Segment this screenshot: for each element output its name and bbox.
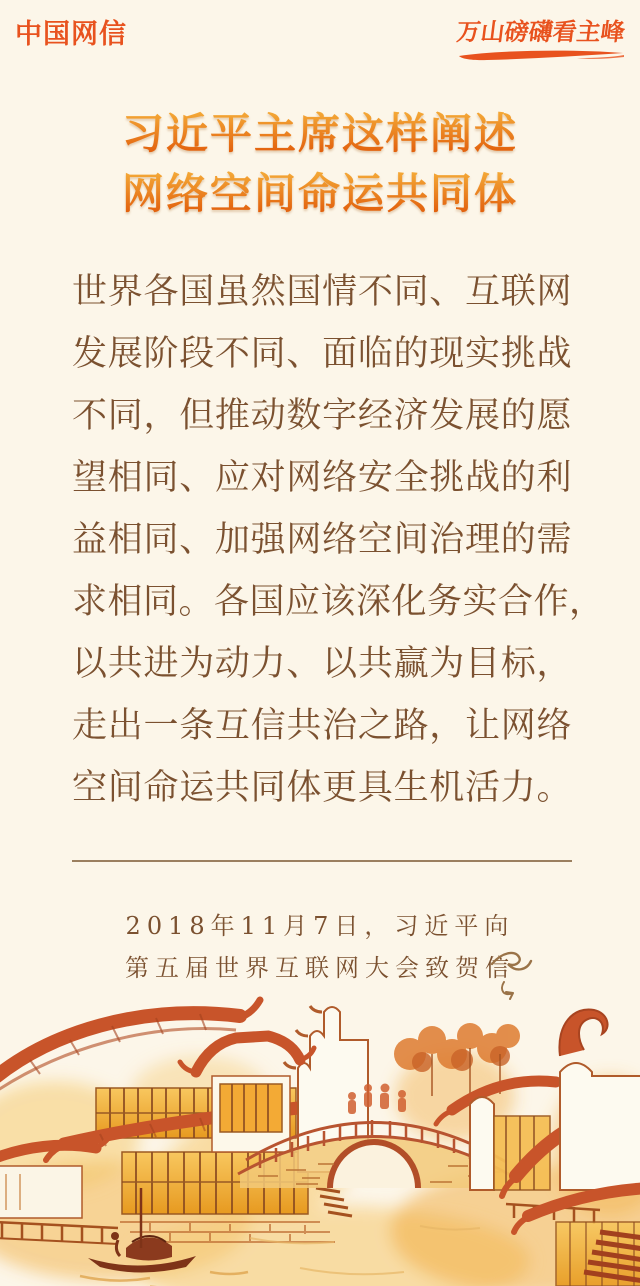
quote-line: 不同，但推动数字经济发展的愿 xyxy=(72,396,572,436)
quote-line: 空间命运共同体更具生机活力。 xyxy=(72,768,572,808)
attribution-line-2: 第五届世界互联网大会致贺信 xyxy=(125,954,515,982)
quote-body xyxy=(72,261,605,819)
quote-line: 发展阶段不同、面临的现实挑战 xyxy=(72,334,572,374)
quote-line: 求相同。各国应该深化务实合作， xyxy=(72,582,605,622)
title-line-2: 网络空间命运共同体 xyxy=(0,164,640,224)
quote-line: 走出一条互信共治之路，让网络 xyxy=(72,706,572,746)
header xyxy=(0,12,640,62)
attribution xyxy=(0,905,640,989)
brand-logo-right xyxy=(454,12,627,62)
brand-slogan: 万山磅礴看主峰 xyxy=(454,18,627,46)
brand-logo-left: 中国网信 xyxy=(15,19,127,50)
watertown-illustration xyxy=(0,976,640,1286)
quote-line: 以共进为动力、以共赢为目标， xyxy=(72,644,572,684)
divider-line xyxy=(72,860,572,862)
quote-line: 世界各国虽然国情不同、互联网 xyxy=(72,272,572,312)
attribution-line-1: 2018年11月7日，习近平向 xyxy=(125,912,515,940)
quote-line: 益相同、加强网络空间治理的需 xyxy=(72,520,572,560)
title-line-1: 习近平主席这样阐述 xyxy=(0,104,640,164)
brush-stroke-icon xyxy=(457,49,625,62)
calligraphic-flourish-icon xyxy=(488,948,534,1000)
quote-line: 望相同、应对网络安全挑战的利 xyxy=(72,458,572,498)
page-title xyxy=(0,104,640,224)
